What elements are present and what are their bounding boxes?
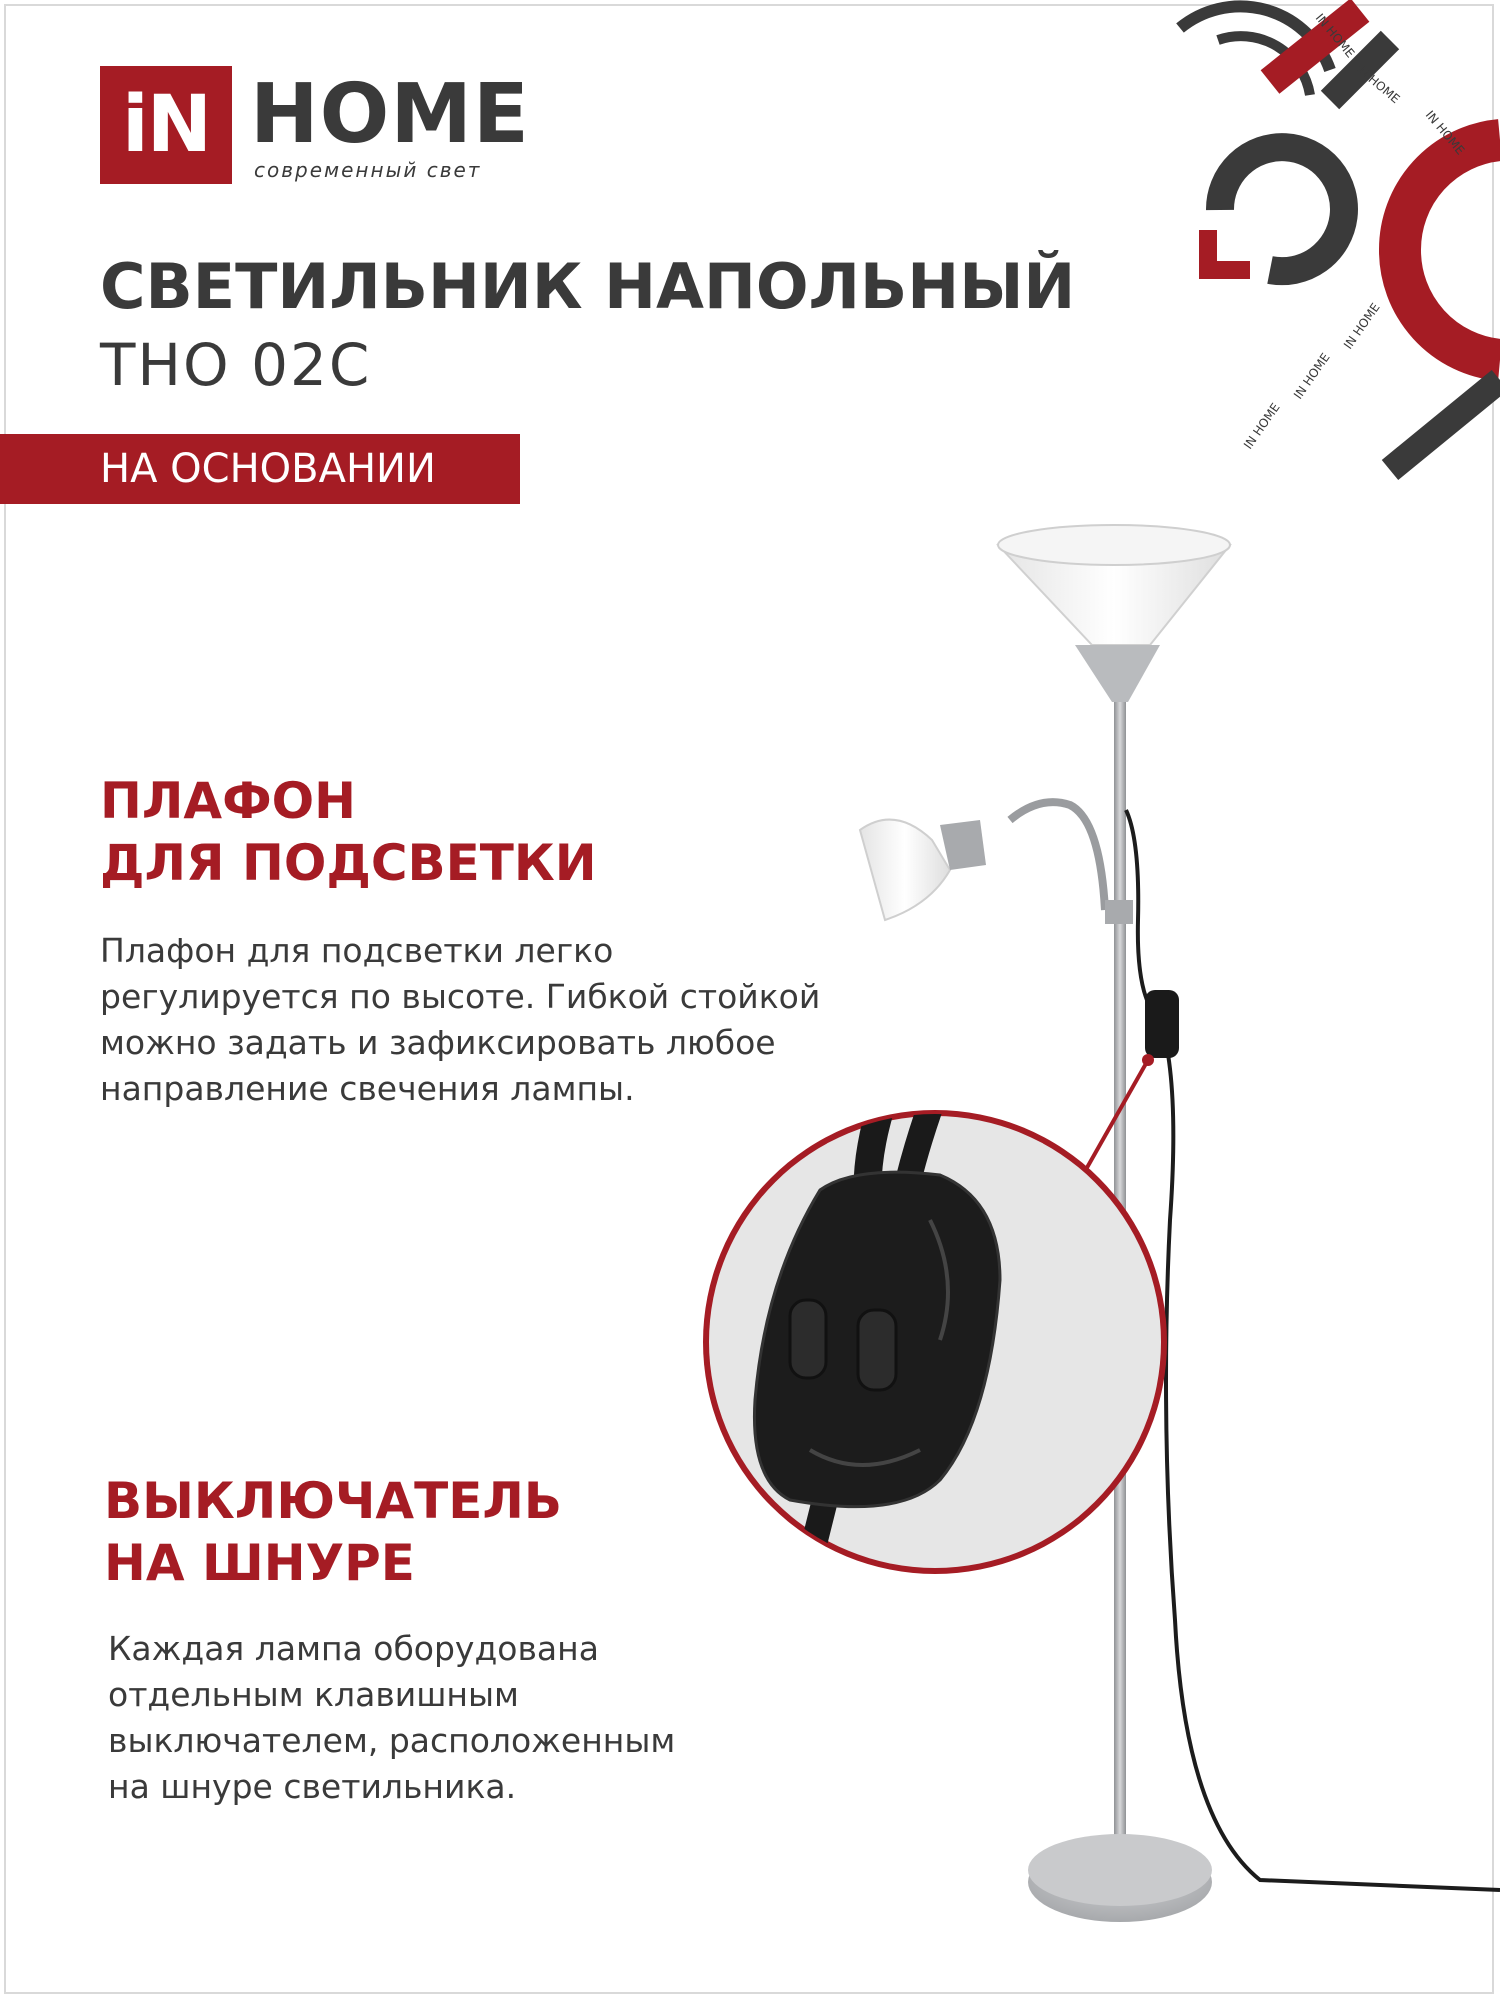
feature-1-text-line-3: можно задать и зафиксировать любое: [100, 1023, 776, 1062]
feature-2-text-line-3: выключателем, расположенным: [108, 1721, 676, 1760]
deco-label-5: IN HOME: [1290, 350, 1333, 402]
product-title: СВЕТИЛЬНИК НАПОЛЬНЫЙ: [100, 250, 1076, 323]
feature-2-text-line-2: отдельным клавишным: [108, 1675, 519, 1714]
deco-label-2: IN HOME: [1353, 61, 1403, 107]
deco-label-4: IN HOME: [1240, 400, 1283, 452]
feature-2-heading-line-2: НА ШНУРЕ: [104, 1534, 415, 1592]
feature-1-text-line-1: Плафон для подсветки легко: [100, 931, 614, 970]
deco-label-6: IN HOME: [1340, 300, 1383, 352]
feature-1-heading-line-1: ПЛАФОН: [100, 772, 357, 830]
logo-in-box: iN: [100, 66, 232, 184]
deco-label-1: IN HOME: [1312, 10, 1358, 61]
feature-2-text-line-1: Каждая лампа оборудована: [108, 1629, 599, 1668]
product-model: ТНО 02С: [100, 331, 372, 399]
logo-tagline: современный свет: [254, 158, 482, 182]
feature-2-text-line-4: на шнуре светильника.: [108, 1767, 517, 1806]
feature-1-heading-line-2: ДЛЯ ПОДСВЕТКИ: [100, 834, 597, 892]
feature-2-heading: [104, 1470, 704, 1594]
product-badge: [0, 434, 520, 504]
deco-label-3: IN HOME: [1422, 107, 1468, 158]
feature-1-text-line-2: регулируется по высоте. Гибкой стойкой: [100, 977, 821, 1016]
feature-1-heading: [100, 770, 700, 894]
feature-2-heading-line-1: ВЫКЛЮЧАТЕЛЬ: [104, 1472, 563, 1530]
logo-home-text: HOME: [250, 67, 530, 162]
floor-lamp-image: [640, 520, 1500, 1980]
feature-1-text-line-4: направление свечения лампы.: [100, 1069, 635, 1108]
brand-logo: [100, 66, 530, 186]
badge-text: НА ОСНОВАНИИ: [100, 446, 436, 492]
decorative-ring-graphic: [1140, 0, 1500, 500]
